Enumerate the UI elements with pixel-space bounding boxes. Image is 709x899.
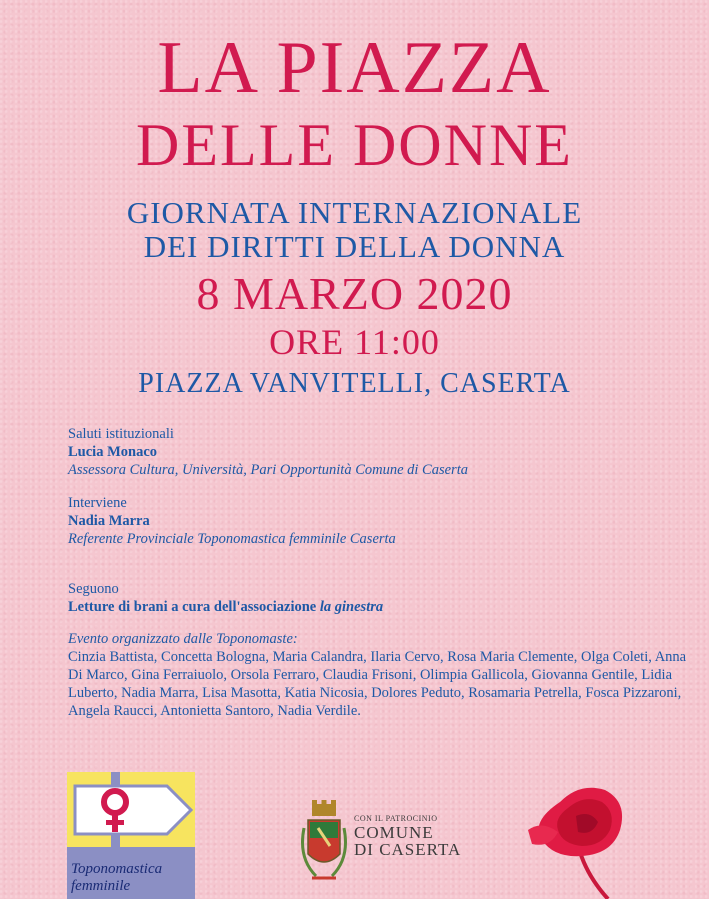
interviene-role: Referente Provinciale Toponomastica femminile Caserta (68, 531, 396, 547)
red-flower-icon (520, 782, 630, 899)
logo-caption-line-2: femminile (71, 878, 131, 894)
subtitle-line-2: DEI DIRITTI DELLA DONNA (143, 229, 566, 264)
saluti-section (68, 425, 688, 479)
caserta-crest-icon (298, 798, 350, 890)
subtitle-line-1: GIORNATA INTERNAZIONALE (126, 195, 583, 230)
venus-signpost-icon (67, 772, 195, 848)
saluti-role: Assessora Cultura, Università, Pari Opportunità Comune di Caserta (68, 462, 468, 478)
organizers-label: Evento organizzato dalle Toponomaste: (68, 631, 298, 647)
organizers-section (68, 630, 688, 720)
logo-caption (67, 847, 195, 899)
patronage-line-1: COMUNE (354, 823, 434, 842)
saluti-label: Saluti istituzionali (68, 426, 174, 442)
interviene-label: Interviene (68, 495, 127, 511)
seguono-label: Seguono (68, 581, 119, 597)
association-name: la ginestra (319, 599, 384, 615)
logo-caption-line-1: Toponomastica (71, 861, 163, 877)
title-line-2: DELLE DONNE (136, 112, 573, 178)
interviene-name: Nadia Marra (68, 513, 150, 529)
seguono-text: Letture di brani a cura dell'associazione (68, 599, 317, 615)
organizers-names: Cinzia Battista, Concetta Bologna, Maria Calandra, Ilaria Cervo, Rosa Maria Clemente, Olga Coleti, Anna Di Marco, Gina Ferraiuolo, Orsola Ferraro, Claudia Frisoni, Olimpia Gallicola, Giovanna Gentile, Lidia Luberto, Nadia Marra, Lisa Masotta, Katia Nicosia, Dolores Peduto, Rosamaria Petrella, Fosca Pizzaroni, Angela Raucci, Antonietta Santoro, Nadia Verdile. (68, 649, 687, 719)
patronage-prefix: CON IL PATROCINIO (354, 814, 438, 823)
saluti-name: Lucia Monaco (68, 444, 158, 460)
event-time: ORE 11:00 (269, 322, 440, 362)
seguono-text-line (68, 598, 688, 616)
patronage-block (354, 814, 464, 858)
seguono-section (68, 580, 688, 616)
patronage-line-2: DI CASERTA (354, 840, 462, 859)
event-date: 8 MARZO 2020 (196, 268, 513, 319)
event-place: PIAZZA VANVITELLI, CASERTA (138, 368, 571, 399)
toponomastica-logo (67, 772, 195, 899)
interviene-section (68, 494, 688, 548)
title-line-1: LA PIAZZA (157, 27, 552, 109)
